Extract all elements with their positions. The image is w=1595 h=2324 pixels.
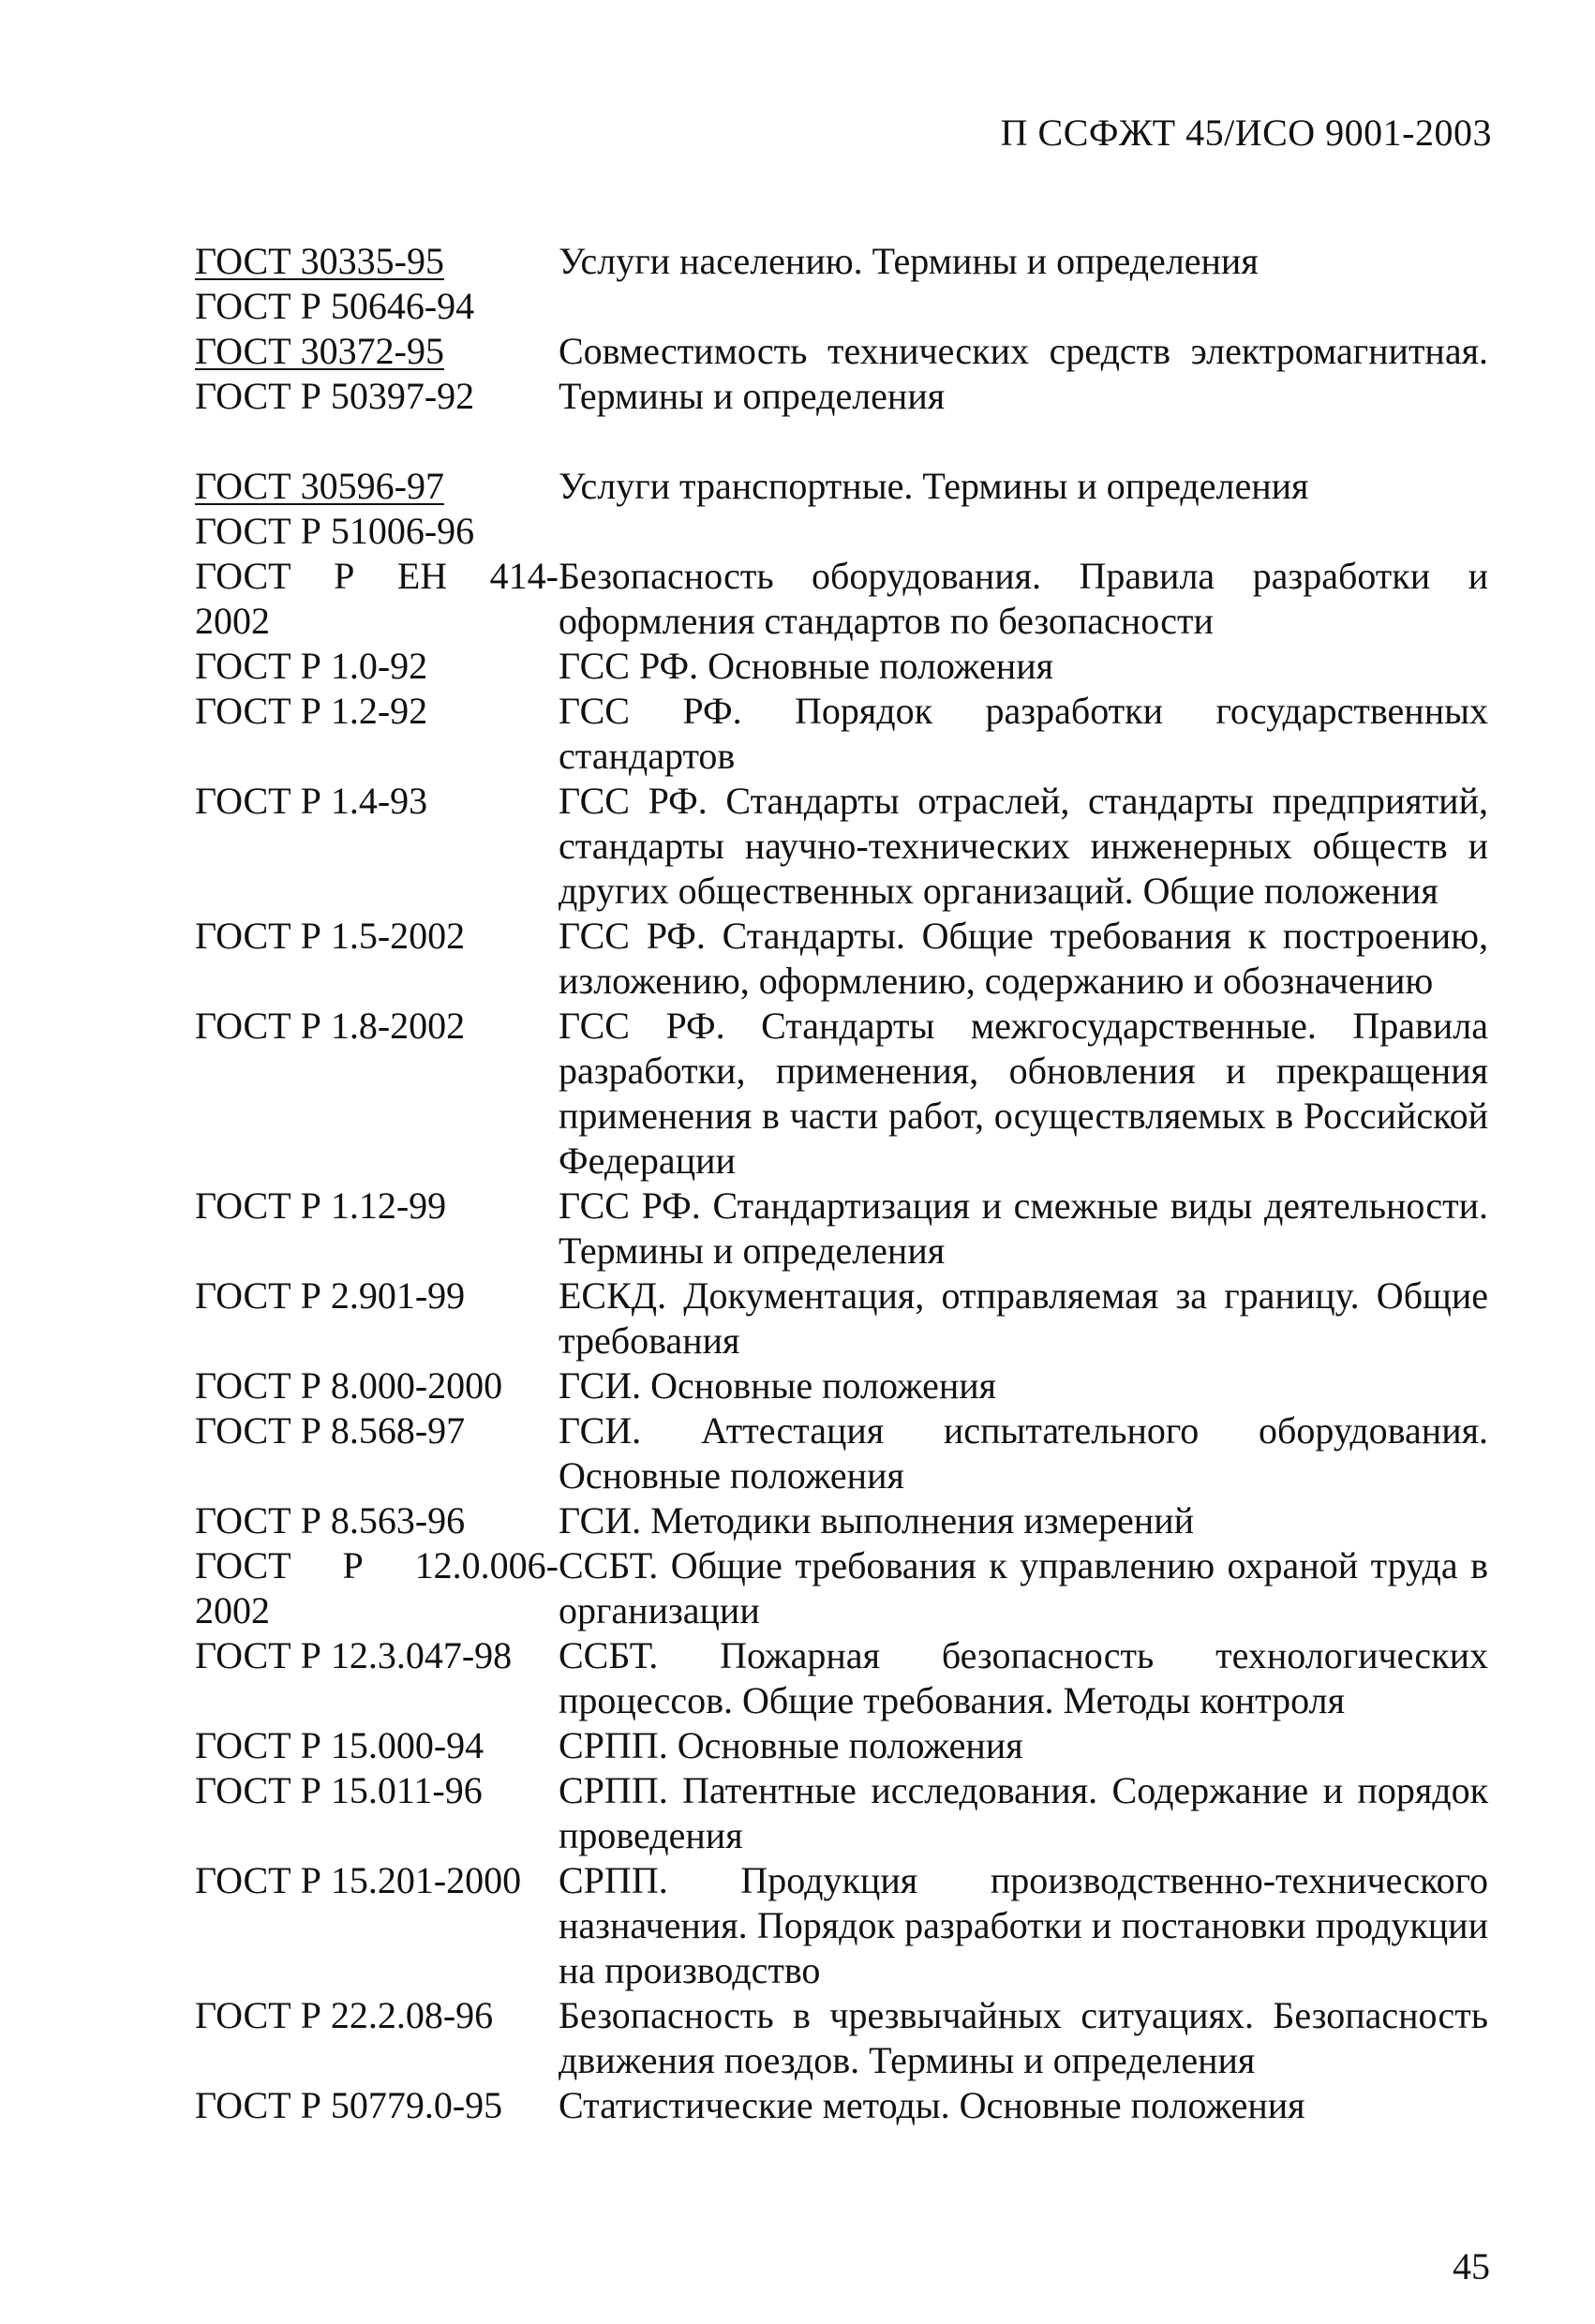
standard-code bbox=[195, 644, 559, 689]
standard-title: ГСС РФ. Стандарты отраслей, стандарты предприятий, стандарты научно-технических инженерных обществ и других общественных организаций. Общие положения bbox=[559, 780, 1488, 912]
standard-entry bbox=[195, 689, 1488, 779]
standard-code bbox=[195, 464, 559, 554]
standard-code-line: ГОСТ Р 50779.0-95 bbox=[195, 2084, 503, 2126]
standard-code-line: ГОСТ Р 8.568-97 bbox=[195, 1409, 466, 1452]
standard-code-line: ГОСТ 30372-95 bbox=[195, 330, 444, 372]
standard-code-line: ГОСТ Р 8.563-96 bbox=[195, 1499, 466, 1542]
standard-entry bbox=[195, 2083, 1488, 2128]
standard-title: ГСС РФ. Порядок разработки государственных стандартов bbox=[559, 690, 1488, 777]
standard-code-line: ГОСТ 30335-95 bbox=[195, 240, 444, 282]
standard-entry bbox=[195, 1004, 1488, 1184]
standard-code-line: ГОСТ Р 22.2.08-96 bbox=[195, 1994, 494, 2036]
standard-code-line: 2002 bbox=[195, 1589, 270, 1631]
standard-code bbox=[195, 1723, 559, 1768]
standard-title: ГСИ. Основные положения bbox=[559, 1364, 997, 1407]
standard-code bbox=[195, 779, 559, 824]
standard-code bbox=[195, 1498, 559, 1543]
standard-code-line: ГОСТ Р 50646-94 bbox=[195, 285, 475, 327]
standard-code bbox=[195, 329, 559, 419]
standard-title: Безопасность в чрезвычайных ситуациях. Безопасность движения поездов. Термины и определения bbox=[559, 1994, 1488, 2081]
standard-code-line: ГОСТ Р 51006-96 bbox=[195, 510, 475, 552]
standard-entry bbox=[195, 329, 1488, 419]
standard-title: Услуги населению. Термины и определения bbox=[559, 240, 1259, 282]
standard-entry bbox=[195, 554, 1488, 644]
standard-code-line: ГОСТ Р 12.3.047-98 bbox=[195, 1634, 513, 1676]
standard-code-line: ГОСТ Р 50397-92 bbox=[195, 375, 475, 417]
standard-code bbox=[195, 1408, 559, 1453]
standard-code-line: ГОСТ Р 1.8-2002 bbox=[195, 1005, 466, 1047]
standard-code bbox=[195, 1993, 559, 2038]
standard-code-line: 2002 bbox=[195, 600, 270, 642]
standard-entry bbox=[195, 779, 1488, 914]
document-header: П ССФЖТ 45/ИСО 9001-2003 bbox=[1000, 112, 1492, 154]
standard-code bbox=[195, 1858, 559, 1903]
standards-list bbox=[195, 239, 1488, 2128]
standard-code-line: ГОСТ Р 1.12-99 bbox=[195, 1184, 447, 1227]
standard-code-line: ГОСТ Р 8.000-2000 bbox=[195, 1364, 503, 1407]
standard-code bbox=[195, 2083, 559, 2128]
standard-code-line: ГОСТ Р 12.0.006- bbox=[195, 1544, 559, 1587]
standard-code bbox=[195, 1768, 559, 1813]
standard-entry bbox=[195, 1363, 1488, 1408]
standard-code bbox=[195, 1543, 559, 1633]
standard-code-line: ГОСТ Р 15.000-94 bbox=[195, 1724, 484, 1766]
standard-title: Совместимость технических средств электромагнитная. Термины и определения bbox=[559, 330, 1488, 417]
standard-code bbox=[195, 1184, 559, 1229]
page-number: 45 bbox=[1453, 2245, 1490, 2287]
standard-code-line: ГОСТ Р ЕН 414- bbox=[195, 555, 559, 597]
standard-title: СРПП. Основные положения bbox=[559, 1724, 1023, 1766]
standard-title: ССБТ. Общие требования к управлению охраной труда в организации bbox=[559, 1544, 1488, 1631]
standard-code-line: ГОСТ Р 15.201-2000 bbox=[195, 1859, 522, 1901]
standard-title: ГСС РФ. Стандарты межгосударственные. Правила разработки, применения, обновления и прекращения применения в части работ, осуществляемых в Российской Федерации bbox=[559, 1005, 1488, 1182]
standard-title: Статистические методы. Основные положения bbox=[559, 2084, 1305, 2126]
standard-entry bbox=[195, 914, 1488, 1004]
standard-title: Услуги транспортные. Термины и определения bbox=[559, 465, 1309, 507]
standard-entry bbox=[195, 1184, 1488, 1274]
standard-title: ЕСКД. Документация, отправляемая за границу. Общие требования bbox=[559, 1274, 1488, 1362]
standard-entry bbox=[195, 1543, 1488, 1633]
standard-title: ГСС РФ. Стандартизация и смежные виды деятельности. Термины и определения bbox=[559, 1184, 1488, 1272]
standard-entry bbox=[195, 644, 1488, 689]
standard-entry bbox=[195, 464, 1488, 554]
standard-title: ГСС РФ. Основные положения bbox=[559, 645, 1054, 687]
standard-code bbox=[195, 914, 559, 959]
standard-code-line: ГОСТ Р 1.0-92 bbox=[195, 645, 428, 687]
standard-code bbox=[195, 554, 559, 644]
standard-entry bbox=[195, 1498, 1488, 1543]
standard-code bbox=[195, 1274, 559, 1318]
standard-title: Безопасность оборудования. Правила разработки и оформления стандартов по безопасности bbox=[559, 555, 1488, 642]
standard-entry bbox=[195, 1274, 1488, 1363]
standard-entry bbox=[195, 239, 1488, 329]
standard-title: ГСИ. Методики выполнения измерений bbox=[559, 1499, 1195, 1542]
standard-code-line: ГОСТ Р 1.4-93 bbox=[195, 780, 428, 822]
standard-title: ССБТ. Пожарная безопасность технологических процессов. Общие требования. Методы контроля bbox=[559, 1634, 1488, 1721]
standard-entry bbox=[195, 1408, 1488, 1498]
standard-code-line: ГОСТ Р 1.2-92 bbox=[195, 690, 428, 732]
standard-entry bbox=[195, 1993, 1488, 2083]
standard-entry bbox=[195, 1768, 1488, 1858]
standard-code-line: ГОСТ Р 2.901-99 bbox=[195, 1274, 466, 1317]
standard-code bbox=[195, 1363, 559, 1408]
standard-code bbox=[195, 1633, 559, 1678]
standard-title: СРПП. Продукция производственно-технического назначения. Порядок разработки и постановки продукции на производство bbox=[559, 1859, 1488, 1991]
standard-entry bbox=[195, 1858, 1488, 1993]
standard-entry bbox=[195, 1723, 1488, 1768]
standard-title: ГСИ. Аттестация испытательного оборудования. Основные положения bbox=[559, 1409, 1488, 1497]
standard-code bbox=[195, 1004, 559, 1049]
standard-code bbox=[195, 239, 559, 329]
standard-title: ГСС РФ. Стандарты. Общие требования к построению, изложению, оформлению, содержанию и обозначению bbox=[559, 915, 1488, 1002]
standard-code-line: ГОСТ Р 1.5-2002 bbox=[195, 915, 466, 957]
standard-code bbox=[195, 689, 559, 734]
standard-code-line: ГОСТ Р 15.011-96 bbox=[195, 1769, 483, 1811]
standard-title: СРПП. Патентные исследования. Содержание и порядок проведения bbox=[559, 1769, 1488, 1856]
standard-code-line: ГОСТ 30596-97 bbox=[195, 465, 444, 507]
standard-entry bbox=[195, 1633, 1488, 1723]
